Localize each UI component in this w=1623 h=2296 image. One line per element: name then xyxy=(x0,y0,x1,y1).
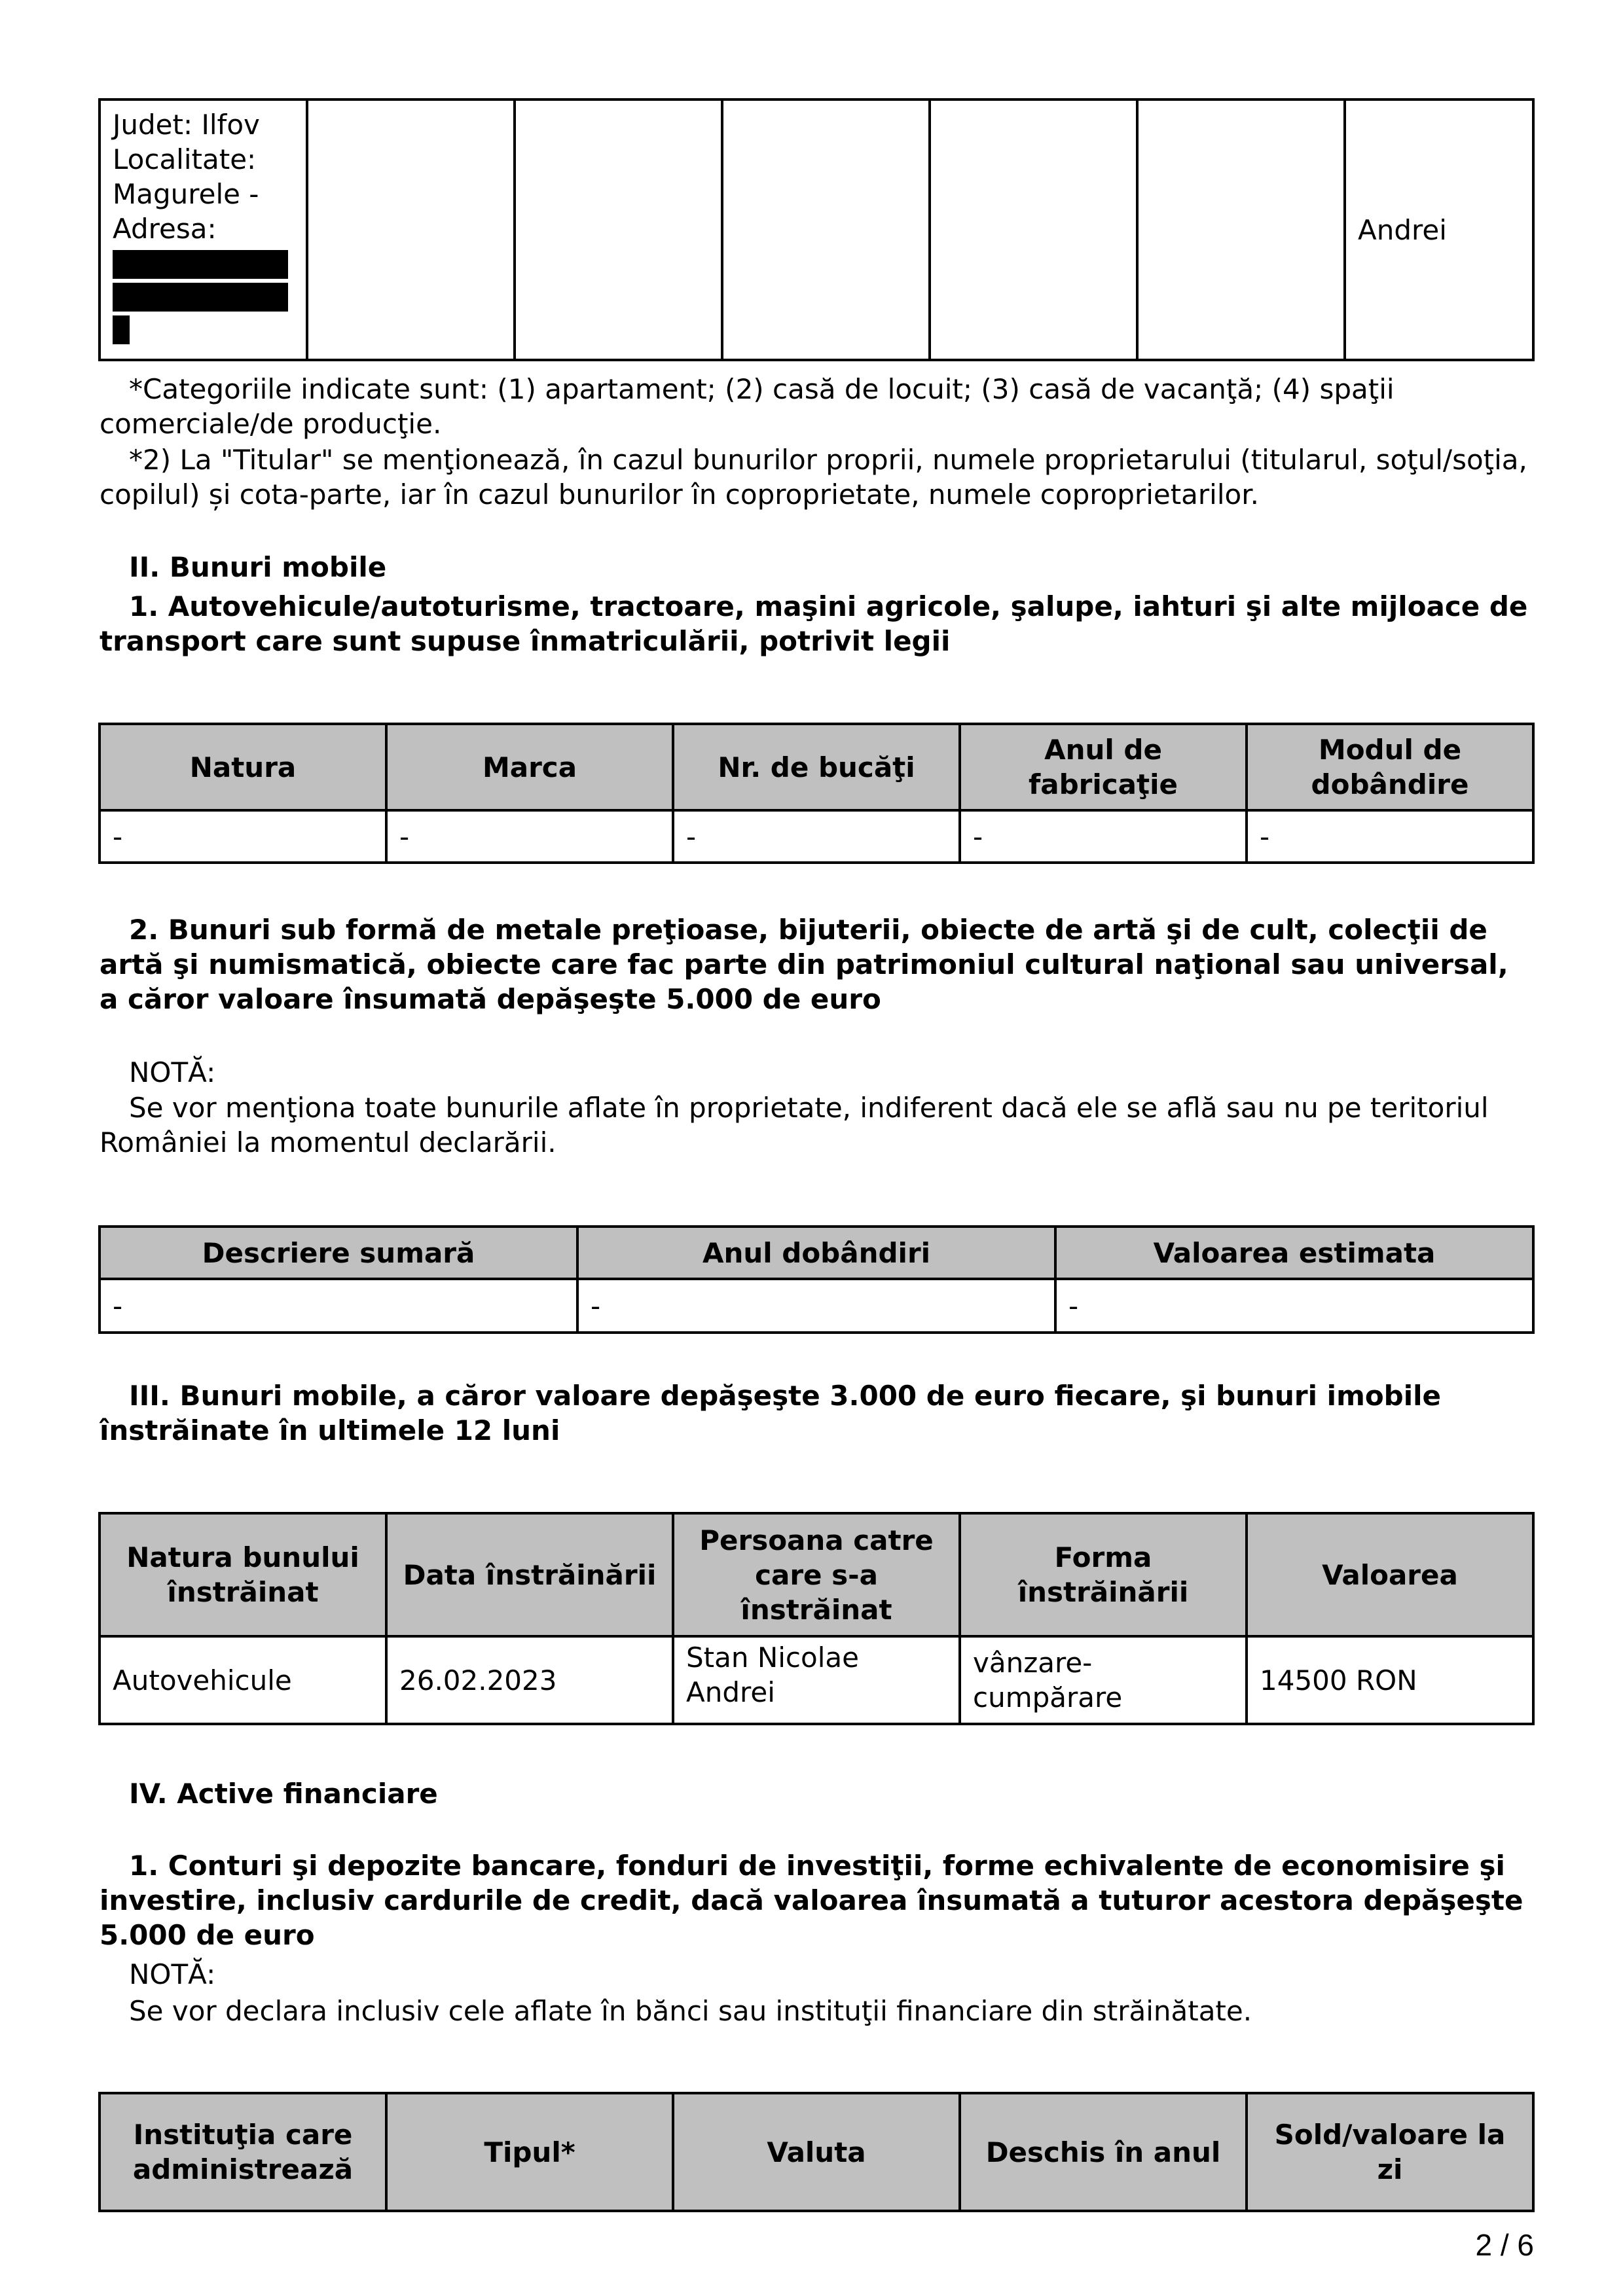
table-cell: Stan Nicolae Andrei xyxy=(673,1636,960,1724)
county-line: Judet: Ilfov xyxy=(113,109,260,141)
real-estate-table-continued xyxy=(98,98,1535,361)
empty-cell xyxy=(515,99,722,360)
redaction-bar xyxy=(113,250,288,279)
precious-goods-subheading: 2. Bunuri sub formă de metale preţioase, bijuterii, obiecte de artă şi de cult, colecţii de artă şi numismatică, obiecte care fac parte din patrimoniul cultural naţional sau universal, a căror valoare însumată depăşeşte 5.000 de euro xyxy=(100,914,1508,1015)
table-cell: vânzare-cumpărare xyxy=(960,1636,1247,1724)
section-iv-heading: IV. Active financiare xyxy=(129,1778,438,1810)
header-deschis-in-anul: Deschis în anul xyxy=(960,2093,1247,2211)
table-cell: - xyxy=(100,1279,577,1333)
titular-cell: Andrei xyxy=(1345,99,1533,360)
empty-cell xyxy=(930,99,1137,360)
vehicles-table xyxy=(98,723,1535,864)
address-cell xyxy=(100,99,307,360)
nota-text: Se vor menţiona toate bunurile aflate în proprietate, indiferent dacă ele se află sau nu pe teritoriul României la momentul declarării. xyxy=(100,1092,1489,1158)
table-cell: - xyxy=(100,810,386,863)
header-sold: Sold/valoare la zi xyxy=(1247,2093,1533,2211)
bank-accounts-table xyxy=(98,2092,1535,2212)
table-cell: - xyxy=(1055,1279,1533,1333)
alienated-goods-table xyxy=(98,1512,1535,1725)
header-forma-instrainarii: Forma înstrăinării xyxy=(960,1513,1247,1636)
table-cell: Autovehicule xyxy=(100,1636,386,1724)
nota-text: Se vor declara inclusiv cele aflate în bănci sau instituţii financiare din străinătate. xyxy=(129,1995,1252,2027)
header-mod-dobandire: Modul de dobândire xyxy=(1247,724,1533,810)
categories-note: *Categoriile indicate sunt: (1) apartament; (2) casă de locuit; (3) casă de vacanţă; (4) spaţii comerciale/de producţie. xyxy=(100,373,1395,440)
header-marca: Marca xyxy=(386,724,673,810)
header-institutia: Instituţia care administrează xyxy=(100,2093,386,2211)
empty-cell xyxy=(722,99,930,360)
header-data-instrainarii: Data înstrăinării xyxy=(386,1513,673,1636)
address-label: Adresa: xyxy=(113,213,217,245)
header-valoarea: Valoarea xyxy=(1247,1513,1533,1636)
empty-cell xyxy=(307,99,515,360)
empty-cell xyxy=(1137,99,1345,360)
header-persoana: Persoana catre care s-a înstrăinat xyxy=(673,1513,960,1636)
locality-label: Localitate: xyxy=(113,143,257,175)
header-natura-bunului: Natura bunului înstrăinat xyxy=(100,1513,386,1636)
redaction-bar xyxy=(113,315,130,344)
table-cell: 26.02.2023 xyxy=(386,1636,673,1724)
nota-label: NOTĂ: xyxy=(129,1958,216,1990)
table-cell: - xyxy=(960,810,1247,863)
header-valoare-estimata: Valoarea estimata xyxy=(1055,1227,1533,1279)
page-number: 2 / 6 xyxy=(1475,2228,1534,2262)
redaction-bar xyxy=(113,283,288,312)
table-cell: - xyxy=(577,1279,1055,1333)
header-an-fabricatie: Anul de fabricaţie xyxy=(960,724,1247,810)
header-nr-bucati: Nr. de bucăţi xyxy=(673,724,960,810)
section-iii-heading: III. Bunuri mobile, a căror valoare depăşeşte 3.000 de euro fiecare, şi bunuri imobile înstrăinate în ultimele 12 luni xyxy=(100,1380,1442,1446)
table-cell: - xyxy=(1247,810,1533,863)
header-tipul: Tipul* xyxy=(386,2093,673,2211)
table-cell: - xyxy=(386,810,673,863)
header-valuta: Valuta xyxy=(673,2093,960,2211)
precious-goods-table xyxy=(98,1225,1535,1334)
table-cell: 14500 RON xyxy=(1247,1636,1533,1724)
table-cell: - xyxy=(673,810,960,863)
bank-accounts-subheading: 1. Conturi şi depozite bancare, fonduri de investiţii, forme echivalente de economisire şi investire, inclusiv cardurile de credit, dacă valoarea însumată a tuturor acestora depăşeşte 5.000 de euro xyxy=(100,1850,1523,1951)
locality-value: Magurele - xyxy=(113,178,259,210)
header-descriere: Descriere sumară xyxy=(100,1227,577,1279)
header-natura: Natura xyxy=(100,724,386,810)
nota-label: NOTĂ: xyxy=(129,1056,216,1088)
header-an-dobandire: Anul dobândiri xyxy=(577,1227,1055,1279)
vehicles-subheading: 1. Autovehicule/autoturisme, tractoare, maşini agricole, şalupe, iahturi şi alte mijloace de transport care sunt supuse înmatriculării, potrivit legii xyxy=(100,590,1528,657)
section-ii-heading: II. Bunuri mobile xyxy=(129,551,387,583)
titular-note: *2) La "Titular" se menţionează, în cazul bunurilor proprii, numele proprietarului (titularul, soţul/soţia, copilul) și cota-parte, iar în cazul bunurilor în coproprietate, numele coproprietarilor. xyxy=(100,444,1527,511)
